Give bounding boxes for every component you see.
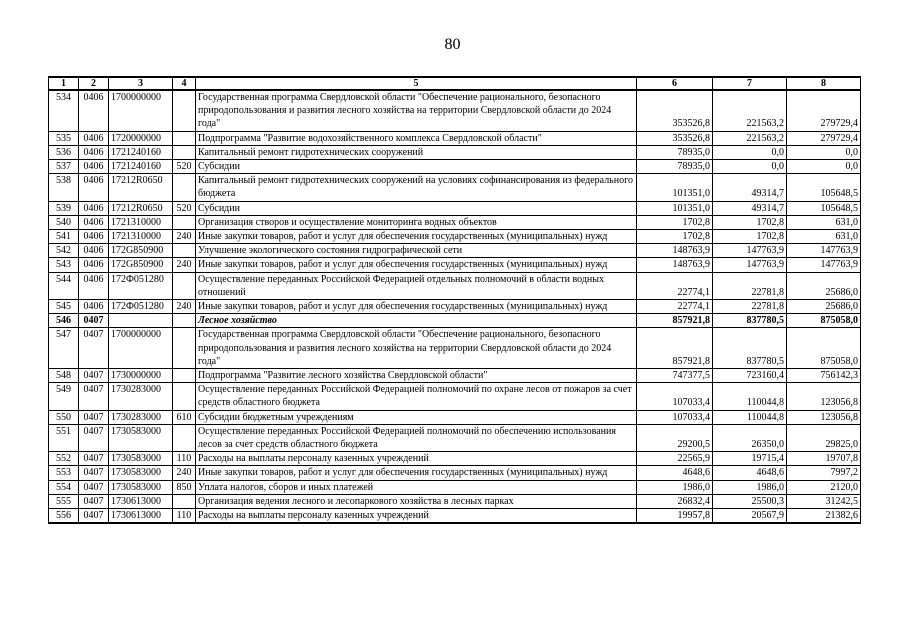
expense-type-cell: 520	[173, 160, 196, 174]
amount-year2-cell: 110044,8	[713, 383, 787, 410]
item-name-cell: Осуществление переданных Российской Федерацией полномочий по охране лесов от пожаров за счет средств областного бюджета	[196, 383, 637, 410]
amount-year3-cell: 123056,8	[787, 383, 861, 410]
item-name-cell: Государственная программа Свердловской области "Обеспечение рационального, безопасного природопользования и развития лесного хозяйства на территории Свердловской области до 2024 года"	[196, 90, 637, 131]
amount-year2-cell: 0,0	[713, 160, 787, 174]
amount-year2-cell: 837780,5	[713, 314, 787, 328]
target-article-cell: 1730613000	[109, 509, 173, 524]
amount-year1-cell: 353526,8	[637, 131, 713, 145]
budget-table	[48, 76, 861, 524]
amount-year3-cell: 279729,4	[787, 131, 861, 145]
table-row	[49, 369, 861, 383]
row-number-cell: 547	[49, 328, 79, 369]
item-name-cell: Иные закупки товаров, работ и услуг для обеспечения государственных (муниципальных) нужд	[196, 466, 637, 480]
expense-type-cell	[173, 424, 196, 451]
section-code-cell: 0407	[79, 466, 109, 480]
table-row	[49, 424, 861, 451]
target-article-cell: 1720000000	[109, 131, 173, 145]
target-article-cell: 1721240160	[109, 160, 173, 174]
section-code-cell: 0407	[79, 383, 109, 410]
table-row	[49, 410, 861, 424]
table-row	[49, 509, 861, 524]
amount-year2-cell: 26350,0	[713, 424, 787, 451]
amount-year3-cell: 105648,5	[787, 174, 861, 201]
column-header: 8	[787, 77, 861, 90]
section-code-cell: 0407	[79, 424, 109, 451]
column-header: 4	[173, 77, 196, 90]
expense-type-cell: 110	[173, 452, 196, 466]
item-name-cell: Организация створов и осуществление мониторинга водных объектов	[196, 215, 637, 229]
amount-year2-cell: 1702,8	[713, 230, 787, 244]
target-article-cell: 1730583000	[109, 452, 173, 466]
amount-year2-cell: 723160,4	[713, 369, 787, 383]
amount-year1-cell: 1702,8	[637, 230, 713, 244]
amount-year1-cell: 4648,6	[637, 466, 713, 480]
table-row	[49, 160, 861, 174]
amount-year1-cell: 107033,4	[637, 410, 713, 424]
amount-year3-cell: 19707,8	[787, 452, 861, 466]
expense-type-cell	[173, 174, 196, 201]
item-name-cell: Расходы на выплаты персоналу казенных учреждений	[196, 452, 637, 466]
amount-year2-cell: 110044,8	[713, 410, 787, 424]
target-article-cell	[109, 314, 173, 328]
amount-year2-cell: 837780,5	[713, 328, 787, 369]
row-number-cell: 542	[49, 244, 79, 258]
amount-year3-cell: 7997,2	[787, 466, 861, 480]
expense-type-cell: 240	[173, 300, 196, 314]
item-name-cell: Расходы на выплаты персоналу казенных учреждений	[196, 509, 637, 524]
table-row	[49, 230, 861, 244]
header-row	[49, 77, 861, 90]
amount-year2-cell: 1986,0	[713, 480, 787, 494]
section-code-cell: 0407	[79, 452, 109, 466]
target-article-cell: 17212R0650	[109, 201, 173, 215]
expense-type-cell: 110	[173, 509, 196, 524]
amount-year3-cell: 756142,3	[787, 369, 861, 383]
expense-type-cell: 850	[173, 480, 196, 494]
item-name-cell: Государственная программа Свердловской области "Обеспечение рационального, безопасного природопользования и развития лесного хозяйства на территории Свердловской области до 2024 года"	[196, 328, 637, 369]
table-row	[49, 258, 861, 272]
table-row	[49, 215, 861, 229]
row-number-cell: 544	[49, 272, 79, 299]
amount-year1-cell: 22774,1	[637, 300, 713, 314]
amount-year2-cell: 0,0	[713, 145, 787, 159]
amount-year3-cell: 123056,8	[787, 410, 861, 424]
amount-year3-cell: 29825,0	[787, 424, 861, 451]
expense-type-cell	[173, 494, 196, 508]
row-number-cell: 553	[49, 466, 79, 480]
section-code-cell: 0407	[79, 494, 109, 508]
amount-year2-cell: 147763,9	[713, 244, 787, 258]
amount-year3-cell: 0,0	[787, 160, 861, 174]
amount-year2-cell: 25500,3	[713, 494, 787, 508]
item-name-cell: Осуществление переданных Российской Федерацией отдельных полномочий в области водных отношений	[196, 272, 637, 299]
row-number-cell: 537	[49, 160, 79, 174]
expense-type-cell	[173, 328, 196, 369]
section-code-cell: 0406	[79, 215, 109, 229]
table-row	[49, 131, 861, 145]
target-article-cell: 1721240160	[109, 145, 173, 159]
expense-type-cell	[173, 244, 196, 258]
amount-year1-cell: 22774,1	[637, 272, 713, 299]
amount-year1-cell: 107033,4	[637, 383, 713, 410]
row-number-cell: 554	[49, 480, 79, 494]
expense-type-cell	[173, 145, 196, 159]
item-name-cell: Подпрограмма "Развитие водохозяйственного комплекса Свердловской области"	[196, 131, 637, 145]
row-number-cell: 550	[49, 410, 79, 424]
target-article-cell: 1730583000	[109, 480, 173, 494]
expense-type-cell	[173, 314, 196, 328]
amount-year2-cell: 1702,8	[713, 215, 787, 229]
row-number-cell: 549	[49, 383, 79, 410]
row-number-cell: 555	[49, 494, 79, 508]
target-article-cell: 1730283000	[109, 410, 173, 424]
item-name-cell: Осуществление переданных Российской Федерацией полномочий по обеспечению использования лесов за счет средств областного бюджета	[196, 424, 637, 451]
table-row	[49, 452, 861, 466]
item-name-cell: Организация ведения лесного и лесопаркового хозяйства в лесных парках	[196, 494, 637, 508]
amount-year1-cell: 26832,4	[637, 494, 713, 508]
row-number-cell: 545	[49, 300, 79, 314]
section-code-cell: 0406	[79, 174, 109, 201]
table-body	[49, 90, 861, 523]
item-name-cell: Субсидии бюджетным учреждениям	[196, 410, 637, 424]
column-header: 7	[713, 77, 787, 90]
amount-year3-cell: 25686,0	[787, 300, 861, 314]
table-row	[49, 145, 861, 159]
column-header: 2	[79, 77, 109, 90]
section-code-cell: 0406	[79, 160, 109, 174]
table-row	[49, 300, 861, 314]
table-row	[49, 272, 861, 299]
row-number-cell: 546	[49, 314, 79, 328]
amount-year2-cell: 221563,2	[713, 90, 787, 131]
table-row	[49, 480, 861, 494]
amount-year3-cell: 147763,9	[787, 244, 861, 258]
target-article-cell: 1730583000	[109, 466, 173, 480]
amount-year1-cell: 353526,8	[637, 90, 713, 131]
target-article-cell: 1730000000	[109, 369, 173, 383]
section-code-cell: 0406	[79, 300, 109, 314]
target-article-cell: 1721310000	[109, 230, 173, 244]
item-name-cell: Субсидии	[196, 160, 637, 174]
amount-year3-cell: 25686,0	[787, 272, 861, 299]
target-article-cell: 172G850900	[109, 258, 173, 272]
table-row	[49, 244, 861, 258]
table-row	[49, 494, 861, 508]
column-header: 3	[109, 77, 173, 90]
section-code-cell: 0406	[79, 90, 109, 131]
amount-year3-cell: 279729,4	[787, 90, 861, 131]
amount-year1-cell: 1986,0	[637, 480, 713, 494]
row-number-cell: 538	[49, 174, 79, 201]
amount-year3-cell: 0,0	[787, 145, 861, 159]
row-number-cell: 534	[49, 90, 79, 131]
section-code-cell: 0407	[79, 328, 109, 369]
item-name-cell: Иные закупки товаров, работ и услуг для обеспечения государственных (муниципальных) нужд	[196, 300, 637, 314]
section-code-cell: 0406	[79, 201, 109, 215]
amount-year1-cell: 78935,0	[637, 160, 713, 174]
target-article-cell: 172G850900	[109, 244, 173, 258]
row-number-cell: 535	[49, 131, 79, 145]
expense-type-cell	[173, 215, 196, 229]
item-name-cell: Субсидии	[196, 201, 637, 215]
amount-year1-cell: 101351,0	[637, 201, 713, 215]
amount-year3-cell: 147763,9	[787, 258, 861, 272]
target-article-cell: 1721310000	[109, 215, 173, 229]
item-name-cell: Уплата налогов, сборов и иных платежей	[196, 480, 637, 494]
amount-year1-cell: 148763,9	[637, 244, 713, 258]
section-code-cell: 0407	[79, 509, 109, 524]
row-number-cell: 540	[49, 215, 79, 229]
table-row	[49, 174, 861, 201]
item-name-cell: Капитальный ремонт гидротехнических сооружений	[196, 145, 637, 159]
item-name-cell: Иные закупки товаров, работ и услуг для обеспечения государственных (муниципальных) нужд	[196, 258, 637, 272]
target-article-cell: 172Ф051280	[109, 272, 173, 299]
amount-year2-cell: 49314,7	[713, 201, 787, 215]
amount-year1-cell: 78935,0	[637, 145, 713, 159]
budget-table-container	[48, 76, 860, 524]
amount-year2-cell: 20567,9	[713, 509, 787, 524]
section-code-cell: 0406	[79, 258, 109, 272]
amount-year2-cell: 19715,4	[713, 452, 787, 466]
row-number-cell: 536	[49, 145, 79, 159]
amount-year3-cell: 21382,6	[787, 509, 861, 524]
target-article-cell: 1700000000	[109, 328, 173, 369]
amount-year3-cell: 31242,5	[787, 494, 861, 508]
amount-year2-cell: 49314,7	[713, 174, 787, 201]
item-name-cell: Иные закупки товаров, работ и услуг для обеспечения государственных (муниципальных) нужд	[196, 230, 637, 244]
table-row	[49, 314, 861, 328]
row-number-cell: 541	[49, 230, 79, 244]
target-article-cell: 1730613000	[109, 494, 173, 508]
column-header: 1	[49, 77, 79, 90]
row-number-cell: 548	[49, 369, 79, 383]
page-number: 80	[444, 36, 461, 53]
target-article-cell: 1700000000	[109, 90, 173, 131]
amount-year1-cell: 148763,9	[637, 258, 713, 272]
amount-year1-cell: 29200,5	[637, 424, 713, 451]
amount-year3-cell: 631,0	[787, 215, 861, 229]
section-code-cell: 0406	[79, 145, 109, 159]
target-article-cell: 1730283000	[109, 383, 173, 410]
expense-type-cell: 520	[173, 201, 196, 215]
amount-year2-cell: 22781,8	[713, 300, 787, 314]
expense-type-cell: 610	[173, 410, 196, 424]
amount-year3-cell: 875058,0	[787, 328, 861, 369]
section-code-cell: 0407	[79, 369, 109, 383]
amount-year1-cell: 22565,9	[637, 452, 713, 466]
expense-type-cell	[173, 90, 196, 131]
table-row	[49, 466, 861, 480]
amount-year2-cell: 221563,2	[713, 131, 787, 145]
section-code-cell: 0407	[79, 410, 109, 424]
item-name-cell: Капитальный ремонт гидротехнических сооружений на условиях софинансирования из федерального бюджета	[196, 174, 637, 201]
target-article-cell: 172Ф051280	[109, 300, 173, 314]
amount-year2-cell: 22781,8	[713, 272, 787, 299]
row-number-cell: 543	[49, 258, 79, 272]
expense-type-cell	[173, 369, 196, 383]
amount-year3-cell: 105648,5	[787, 201, 861, 215]
amount-year3-cell: 2120,0	[787, 480, 861, 494]
amount-year2-cell: 147763,9	[713, 258, 787, 272]
row-number-cell: 556	[49, 509, 79, 524]
amount-year1-cell: 101351,0	[637, 174, 713, 201]
table-row	[49, 201, 861, 215]
table-row	[49, 383, 861, 410]
expense-type-cell: 240	[173, 466, 196, 480]
amount-year1-cell: 857921,8	[637, 314, 713, 328]
amount-year1-cell: 857921,8	[637, 328, 713, 369]
amount-year1-cell: 747377,5	[637, 369, 713, 383]
amount-year3-cell: 631,0	[787, 230, 861, 244]
section-code-cell: 0406	[79, 244, 109, 258]
row-number-cell: 539	[49, 201, 79, 215]
section-code-cell: 0407	[79, 480, 109, 494]
column-header: 5	[196, 77, 637, 90]
expense-type-cell	[173, 383, 196, 410]
table-header	[49, 77, 861, 90]
expense-type-cell	[173, 131, 196, 145]
table-row	[49, 328, 861, 369]
expense-type-cell: 240	[173, 230, 196, 244]
item-name-cell: Улучшение экологического состояния гидрографической сети	[196, 244, 637, 258]
item-name-cell: Подпрограмма "Развитие лесного хозяйства Свердловской области"	[196, 369, 637, 383]
section-code-cell: 0407	[79, 314, 109, 328]
row-number-cell: 551	[49, 424, 79, 451]
amount-year1-cell: 19957,8	[637, 509, 713, 524]
section-code-cell: 0406	[79, 272, 109, 299]
amount-year2-cell: 4648,6	[713, 466, 787, 480]
column-header: 6	[637, 77, 713, 90]
row-number-cell: 552	[49, 452, 79, 466]
section-code-cell: 0406	[79, 230, 109, 244]
target-article-cell: 17212R0650	[109, 174, 173, 201]
target-article-cell: 1730583000	[109, 424, 173, 451]
amount-year1-cell: 1702,8	[637, 215, 713, 229]
table-row	[49, 90, 861, 131]
item-name-cell: Лесное хозяйство	[196, 314, 637, 328]
amount-year3-cell: 875058,0	[787, 314, 861, 328]
expense-type-cell	[173, 272, 196, 299]
section-code-cell: 0406	[79, 131, 109, 145]
expense-type-cell: 240	[173, 258, 196, 272]
